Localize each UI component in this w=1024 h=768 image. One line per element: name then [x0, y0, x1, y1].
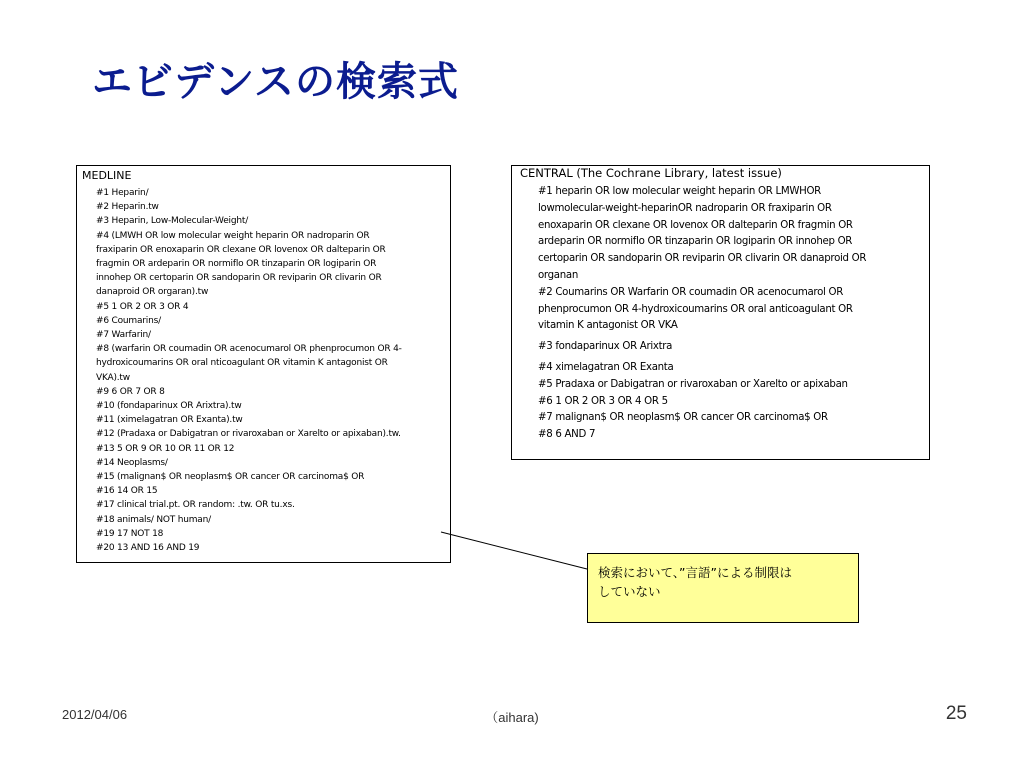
- medline-query-line: hydroxicoumarins OR oral nticoagulant OR vitamin K antagonist OR: [96, 358, 388, 369]
- central-query-line: #2 Coumarins OR Warfarin OR coumadin OR acenocumarol OR: [538, 286, 843, 298]
- medline-query-line: #18 animals/ NOT human/: [96, 514, 211, 525]
- central-query-line: #3 fondaparinux OR Arixtra: [538, 341, 673, 353]
- central-query-line: lowmolecular-weight-heparinOR nadroparin OR fraxiparin OR: [538, 202, 832, 214]
- callout-line-2: していない: [598, 584, 661, 599]
- medline-query-line: fraxiparin OR enoxaparin OR clexane OR lovenox OR dalteparin OR: [96, 244, 386, 255]
- central-query-line: phenprocumon OR 4-hydroxicoumarins OR oral anticoagulant OR: [538, 303, 853, 315]
- central-query-line: #4 ximelagatran OR Exanta: [538, 361, 674, 373]
- callout-note: [587, 553, 859, 623]
- medline-query-line: #15 (malignan$ OR neoplasm$ OR cancer OR carcinoma$ OR: [96, 472, 365, 483]
- callout-line-1: 検索において、”言語”による制限は: [598, 565, 792, 580]
- slide-title: エビデンスの検索式: [92, 59, 459, 105]
- central-query-line: #1 heparin OR low molecular weight heparin OR LMWHOR: [538, 186, 821, 197]
- medline-query-line: #9 6 OR 7 OR 8: [96, 386, 165, 397]
- medline-query-line: #20 13 AND 16 AND 19: [96, 543, 200, 554]
- central-header: CENTRAL (The Cochrane Library, latest issue): [520, 166, 782, 180]
- medline-query-line: #17 clinical trial.pt. OR random: .tw. OR tu.xs.: [96, 500, 295, 511]
- medline-query-line: #4 (LMWH OR low molecular weight heparin OR nadroparin OR: [96, 230, 370, 241]
- medline-query-line: #16 14 OR 15: [96, 486, 158, 497]
- central-query-line: vitamin K antagonist OR VKA: [538, 320, 678, 332]
- central-query-line: certoparin OR sandoparin OR reviparin OR clivarin OR danaproid OR: [538, 253, 867, 265]
- central-query-line: ardeparin OR normiflo OR tinzaparin OR logiparin OR innohep OR: [538, 236, 853, 248]
- medline-query-line: #19 17 NOT 18: [96, 528, 164, 539]
- medline-query-line: #5 1 OR 2 OR 3 OR 4: [96, 301, 189, 312]
- medline-query-line: innohep OR certoparin OR sandoparin OR reviparin OR clivarin OR: [96, 273, 382, 284]
- footer-author: （aihara): [485, 710, 539, 725]
- medline-query-line: #8 (warfarin OR coumadin OR acenocumarol OR phenprocumon OR 4-: [96, 344, 402, 355]
- medline-query-line: #11 (ximelagatran OR Exanta).tw: [96, 415, 243, 426]
- medline-query-line: #14 Neoplasms/: [96, 457, 168, 468]
- medline-query-line: #7 Warfarin/: [96, 330, 151, 341]
- medline-query-line: #3 Heparin, Low-Molecular-Weight/: [96, 216, 249, 227]
- central-query-line: organan: [538, 269, 579, 281]
- central-query-line: #8 6 AND 7: [538, 429, 596, 441]
- medline-query-line: #6 Coumarins/: [96, 315, 161, 326]
- central-query-line: #7 malignan$ OR neoplasm$ OR cancer OR carcinoma$ OR: [538, 412, 828, 424]
- medline-query-line: danaproid OR orgaran).tw: [96, 287, 209, 298]
- medline-query-line: #1 Heparin/: [96, 188, 149, 198]
- medline-header: MEDLINE: [82, 169, 132, 182]
- medline-query-line: VKA).tw: [96, 372, 130, 383]
- central-query-line: #6 1 OR 2 OR 3 OR 4 OR 5: [538, 395, 668, 407]
- medline-query-line: #13 5 OR 9 OR 10 OR 11 OR 12: [96, 443, 235, 454]
- central-query-line: #5 Pradaxa or Dabigatran or rivaroxaban or Xarelto or apixaban: [538, 378, 848, 390]
- medline-query-line: #2 Heparin.tw: [96, 202, 159, 213]
- medline-query-line: #12 (Pradaxa or Dabigatran or rivaroxaban or Xarelto or apixaban).tw.: [96, 429, 401, 440]
- central-query-line: enoxaparin OR clexane OR lovenox OR dalteparin OR fragmin OR: [538, 219, 853, 231]
- medline-query-line: #10 (fondaparinux OR Arixtra).tw: [96, 401, 242, 412]
- page-number: 25: [945, 703, 967, 724]
- footer-date: 2012/04/06: [62, 707, 128, 722]
- medline-query-line: fragmin OR ardeparin OR normiflo OR tinzaparin OR logiparin OR: [96, 259, 377, 270]
